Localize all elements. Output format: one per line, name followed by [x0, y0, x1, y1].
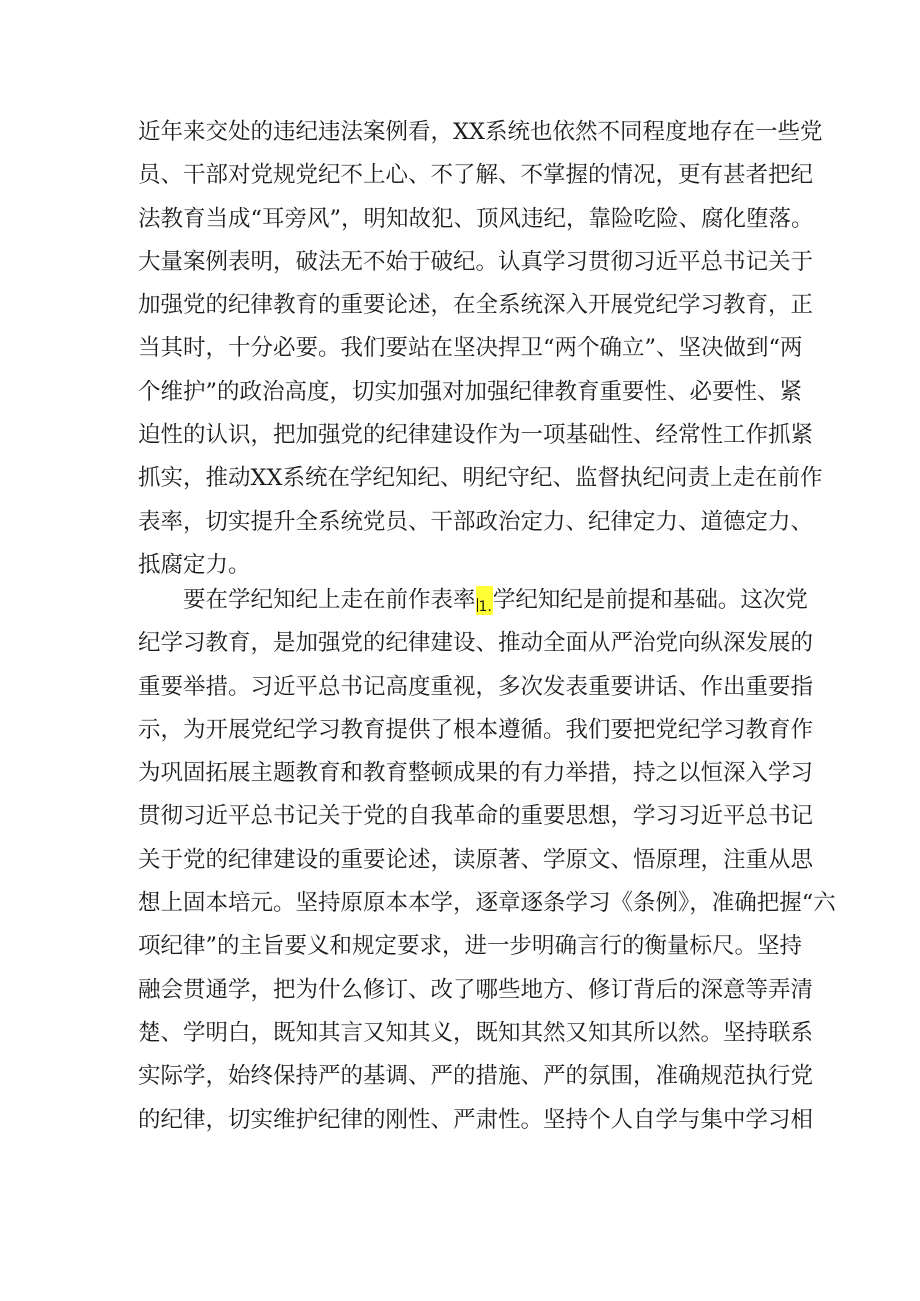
text-line: 当其时，十分必要。我们要站在坚决捍卫“两个确立”、坚决做到“两: [138, 335, 803, 362]
heading-continuation: 学纪知纪是前提和基础。这次党: [492, 587, 808, 613]
text-line: 抵腐定力。: [138, 551, 251, 578]
text-line: 实际学，始终保持严的基调、严的措施、严的氛围，准确规范执行党: [138, 1063, 814, 1090]
text-line: 楚、学明白，既知其言又知其义，既知其然又知其所以然。坚持联系: [138, 1019, 814, 1046]
highlighted-list-marker: [476, 586, 493, 615]
paragraph-2-first-line: [138, 579, 808, 622]
text-line: 迫性的认识，把加强党的纪律建设作为一项基础性、经常性工作抓紧: [138, 422, 814, 449]
text-line: 纪学习教育，是加强党的纪律建设、推动全面从严治党向纵深发展的: [138, 630, 814, 657]
text-line: 大量案例表明，破法无不始于破纪。认真学习贯彻习近平总书记关于: [138, 248, 814, 275]
marker-text: 1.: [478, 599, 492, 615]
text-line: 贯彻习近平总书记关于党的自我革命的重要思想，学习习近平总书记: [138, 803, 814, 830]
text-line: 加强党的纪律教育的重要论述，在全系统深入开展党纪学习教育，正: [138, 292, 814, 319]
text-line: 融会贯通学，把为什么修订、改了哪些地方、修订背后的深意等弄清: [138, 976, 814, 1003]
text-line: 为巩固拓展主题教育和教育整顿成果的有力举措，持之以恒深入学习: [138, 760, 814, 787]
text-line: 表率，切实提升全系统党员、干部政治定力、纪律定力、道德定力、: [138, 508, 814, 535]
text-line: 法教育当成“耳旁风”，明知故犯、顶风违纪，靠险吃险、腐化堕落。: [138, 205, 814, 232]
text-cursor: [477, 598, 478, 612]
text-line: 项纪律”的主旨要义和规定要求，进一步明确言行的衡量标尺。坚持: [138, 933, 803, 960]
text-line: 重要举措。习近平总书记高度重视，多次发表重要讲话、作出重要指: [138, 673, 814, 700]
text-line: 的纪律，切实维护纪律的刚性、严肃性。坚持个人自学与集中学习相: [138, 1106, 814, 1133]
text-line: 想上固本培元。坚持原原本本学，逐章逐条学习《条例》，准确把握“六: [138, 890, 836, 917]
text-line: 员、干部对党规党纪不上心、不了解、不掌握的情况，更有甚者把纪: [138, 162, 814, 189]
paragraph-1: [138, 111, 823, 587]
text-line: 示，为开展党纪学习教育提供了根本遵循。我们要把党纪学习教育作: [138, 716, 814, 743]
text-line: 关于党的纪律建设的重要论述，读原著、学原文、悟原理，注重从思: [138, 846, 814, 873]
heading-phrase: 要在学纪知纪上走在前作表率: [183, 587, 476, 613]
paragraph-2: [138, 579, 836, 1142]
text-line: 个维护”的政治高度，切实加强对加强纪律教育重要性、必要性、紧: [138, 378, 803, 405]
text-line: 近年来交处的违纪违法案例看，XX系统也依然不同程度地存在一些党: [138, 119, 823, 145]
text-line: 抓实，推动XX系统在学纪知纪、明纪守纪、监督执纪问责上走在前作: [138, 465, 823, 492]
